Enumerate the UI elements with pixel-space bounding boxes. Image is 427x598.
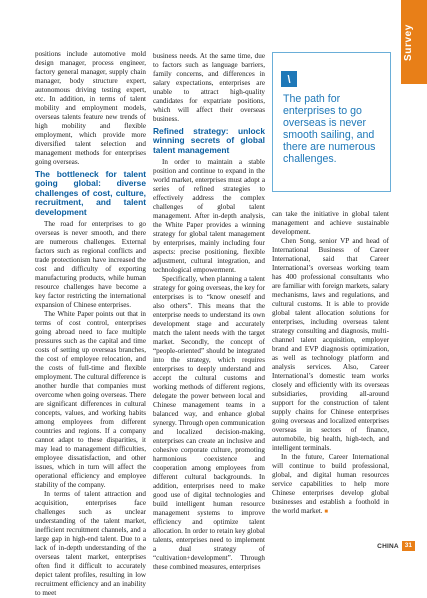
section-tab-label: Survey [403,24,414,62]
paragraph: can take the initiative in global talent management and achieve sustainable development. [272,210,389,236]
paragraph: Chen Song, senior VP and head of International Business of Career International, said that Career International’s overseas working team has 400 professional consultants who are familiar with foreign markets, salary mechanisms, laws and regulations, and cultural customs. It is able to provide global talent allocation solutions for enterprises, including overseas talent strategy consulting and diagnosis, multi-channel talent acquisition, employer brand and EVP diagnosis optimization, as well as technology platform and analysis services. Also, Career International’s domestic team works closely and efficiently with its overseas subsidiaries, providing all-around support for the construction of talent supply chains for Chinese enterprises going overseas and localized enterprises overseas in sectors of finance, automobile, big health, high-tech, and intelligent terminals. [272,237,389,452]
pull-quote-text: The path for enterprises to go overseas is never smooth sailing, and there are numerous challenges. [283,93,376,165]
paragraph: The White Paper points out that in terms of cost control, enterprises going abroad need to face multiple pressures such as the capital and time costs of setting up overseas branches, the cost of employee relocation, and the costs of full-time and flexible employment. The cultural difference is another hurdle that companies must overcome when going overseas. There are significant differences in cultural concepts, values, and working habits among employees from different countries and regions. If a company cannot adapt to these disparities, it may lead to management difficulties, employee dissatisfaction, and other issues, which in turn will affect the operational efficiency and employee stability of the company. [35,310,146,490]
magazine-name: CHINA [377,542,399,550]
article-column-3 [272,210,389,517]
paragraph: business needs. At the same time, due to factors such as language barriers, family concerns, and differences in salary expectations, enterprises are unable to attract high-quality candidates for expatriate positions, which will affect their overseas business. [153,52,265,123]
paragraph-text: In the future, Career International will continue to build professional, global, and digital human resources service capabilities to help more Chinese enterprises develop global businesses and establish a foothold in the world market. [272,453,389,515]
article-column-2 [153,52,265,572]
paragraph: Specifically, when planning a talent strategy for going overseas, the key for enterprises is to “know oneself and also others”. This means that the enterprise needs to understand its own development stage and accurately match the talent needs with the target market. Secondly, the concept of “people-oriented” should be integrated into the strategy, which requires enterprises to deeply understand and accept the cultural customs and working methods of different regions, delegate the power between local and Chinese management teams in a balanced way, and enhance global synergy. Through open communication and localized decision-making, enterprises can create an inclusive and cohesive corporate culture, promoting harmonious coexistence and cooperation among employees from different cultural backgrounds. In addition, enterprises need to make good use of digital technologies and build intelligent human resource management systems to improve efficiency and optimize talent allocation. In order to retain key global talents, enterprises need to implement a dual strategy of “cultivation+development”. Through these combined measures, enterprises [153,275,265,572]
paragraph: The road for enterprises to go overseas is never smooth, and there are numerous challenges. External factors such as regional conflicts and trade protectionism have increased the cost and difficulty of exporting manufacturing products, while human resource challenges have become a key factor restricting the international expansion of Chinese enterprises. [35,220,146,310]
section-heading: Refined strategy: unlock winning secrets of global talent management [153,126,265,155]
quote-mark-icon: \ [281,71,297,87]
article-column-1 [35,50,146,598]
paragraph: In order to maintain a stable position and continue to expand in the world market, enterprises must adopt a series of refined strategies to effectively address the complex challenges of global talent management. After in-depth analysis, the White Paper provides a winning strategy for global talent management by enterprises, mainly including four aspects: precise positioning, flexible adjustment, cultural integration, and technological empowerment. [153,158,265,275]
section-tab [401,0,427,84]
pull-quote-box [272,52,391,192]
page-number: 31 [402,541,415,551]
end-mark-icon: ■ [324,509,328,515]
paragraph: positions include automotive mold design manager, process engineer, factory general manager, supply chain manager, body structure expert, autonomous driving testing expert, etc. In addition, in terms of talent mobility and employment models, overseas talents feature new trends of high mobility and flexible employment, which provide more diversified talent selection and management methods for enterprises going overseas. [35,50,146,166]
section-heading: The bottleneck for talent going global: diverse challenges of cost, culture, recruitment, and talent development [35,169,146,217]
page-footer [377,541,415,551]
paragraph: In terms of talent attraction and acquisition, enterprises face challenges such as unclear understanding of the talent market, inefficient recruitment channels, and a large gap in high-end talent. Due to a lack of in-depth understanding of the overseas talent market, enterprises often find it difficult to accurately depict talent profiles, resulting in low recruitment efficiency and an inability to meet [35,490,146,598]
paragraph [272,453,389,517]
